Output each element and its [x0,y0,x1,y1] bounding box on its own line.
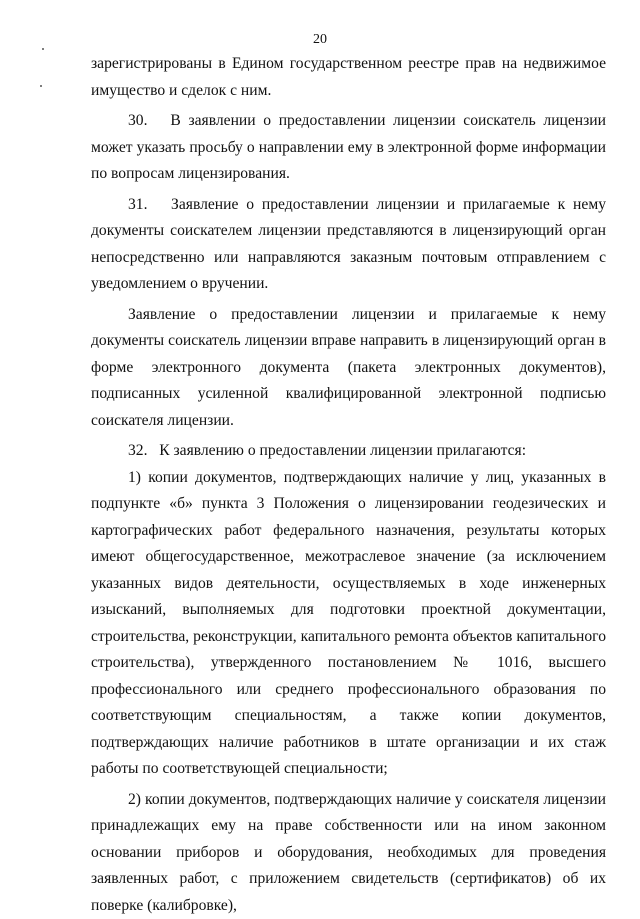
document-body [91,51,606,919]
scan-speck [42,48,44,50]
paragraph-item-31: 31. Заявление о предоставлении лицензии и прилагаемые к нему документы соискателем лицензии представляются в лицензирующий орган непосредственно или направляются заказным почтовым отправлением с уведомлением о вручении. [91,192,606,298]
paragraph-item-32: 32. К заявлению о предоставлении лицензии прилагаются: [91,438,606,465]
list-item-1: 1) копии документов, подтверждающих наличие у лиц, указанных в подпункте «б» пункта 3 Положения о лицензировании геодезических и картографических работ федерального назначения, результаты которых имеют общегосударственное, межотраслевое значение (за исключением указанных видов деятельности, осуществляемых в ходе инженерных изысканий, выполняемых для подготовки проектной документации, строительства, реконструкции, капитального ремонта объектов капитального строительства), утвержденного постановлением № 1016, высшего профессионального или среднего профессионального образования по соответствующим специальностям, а также копии документов, подтверждающих наличие работников в штате организации и их стаж работы по соответствующей специальности; [91,465,606,783]
list-item-2: 2) копии документов, подтверждающих наличие у соискателя лицензии принадлежащих ему на праве собственности или на ином законном основании приборов и оборудования, необходимых для проведения заявленных работ, с приложением свидетельств (сертификатов) об их поверке (калибровке), [91,787,606,919]
paragraph-electronic-submission: Заявление о предоставлении лицензии и прилагаемые к нему документы соискатель лицензии вправе направить в лицензирующий орган в форме электронного документа (пакета электронных документов), подписанных усиленной квалифицированной электронной подписью соискателя лицензии. [91,302,606,435]
paragraph-item-30: 30. В заявлении о предоставлении лицензии соискатель лицензии может указать просьбу о направлении ему в электронной форме информации по вопросам лицензирования. [91,108,606,188]
paragraph-continuation: зарегистрированы в Едином государственном реестре прав на недвижимое имущество и сделок с ним. [91,51,606,104]
scan-speck [40,85,42,87]
page-number: 20 [0,32,640,48]
